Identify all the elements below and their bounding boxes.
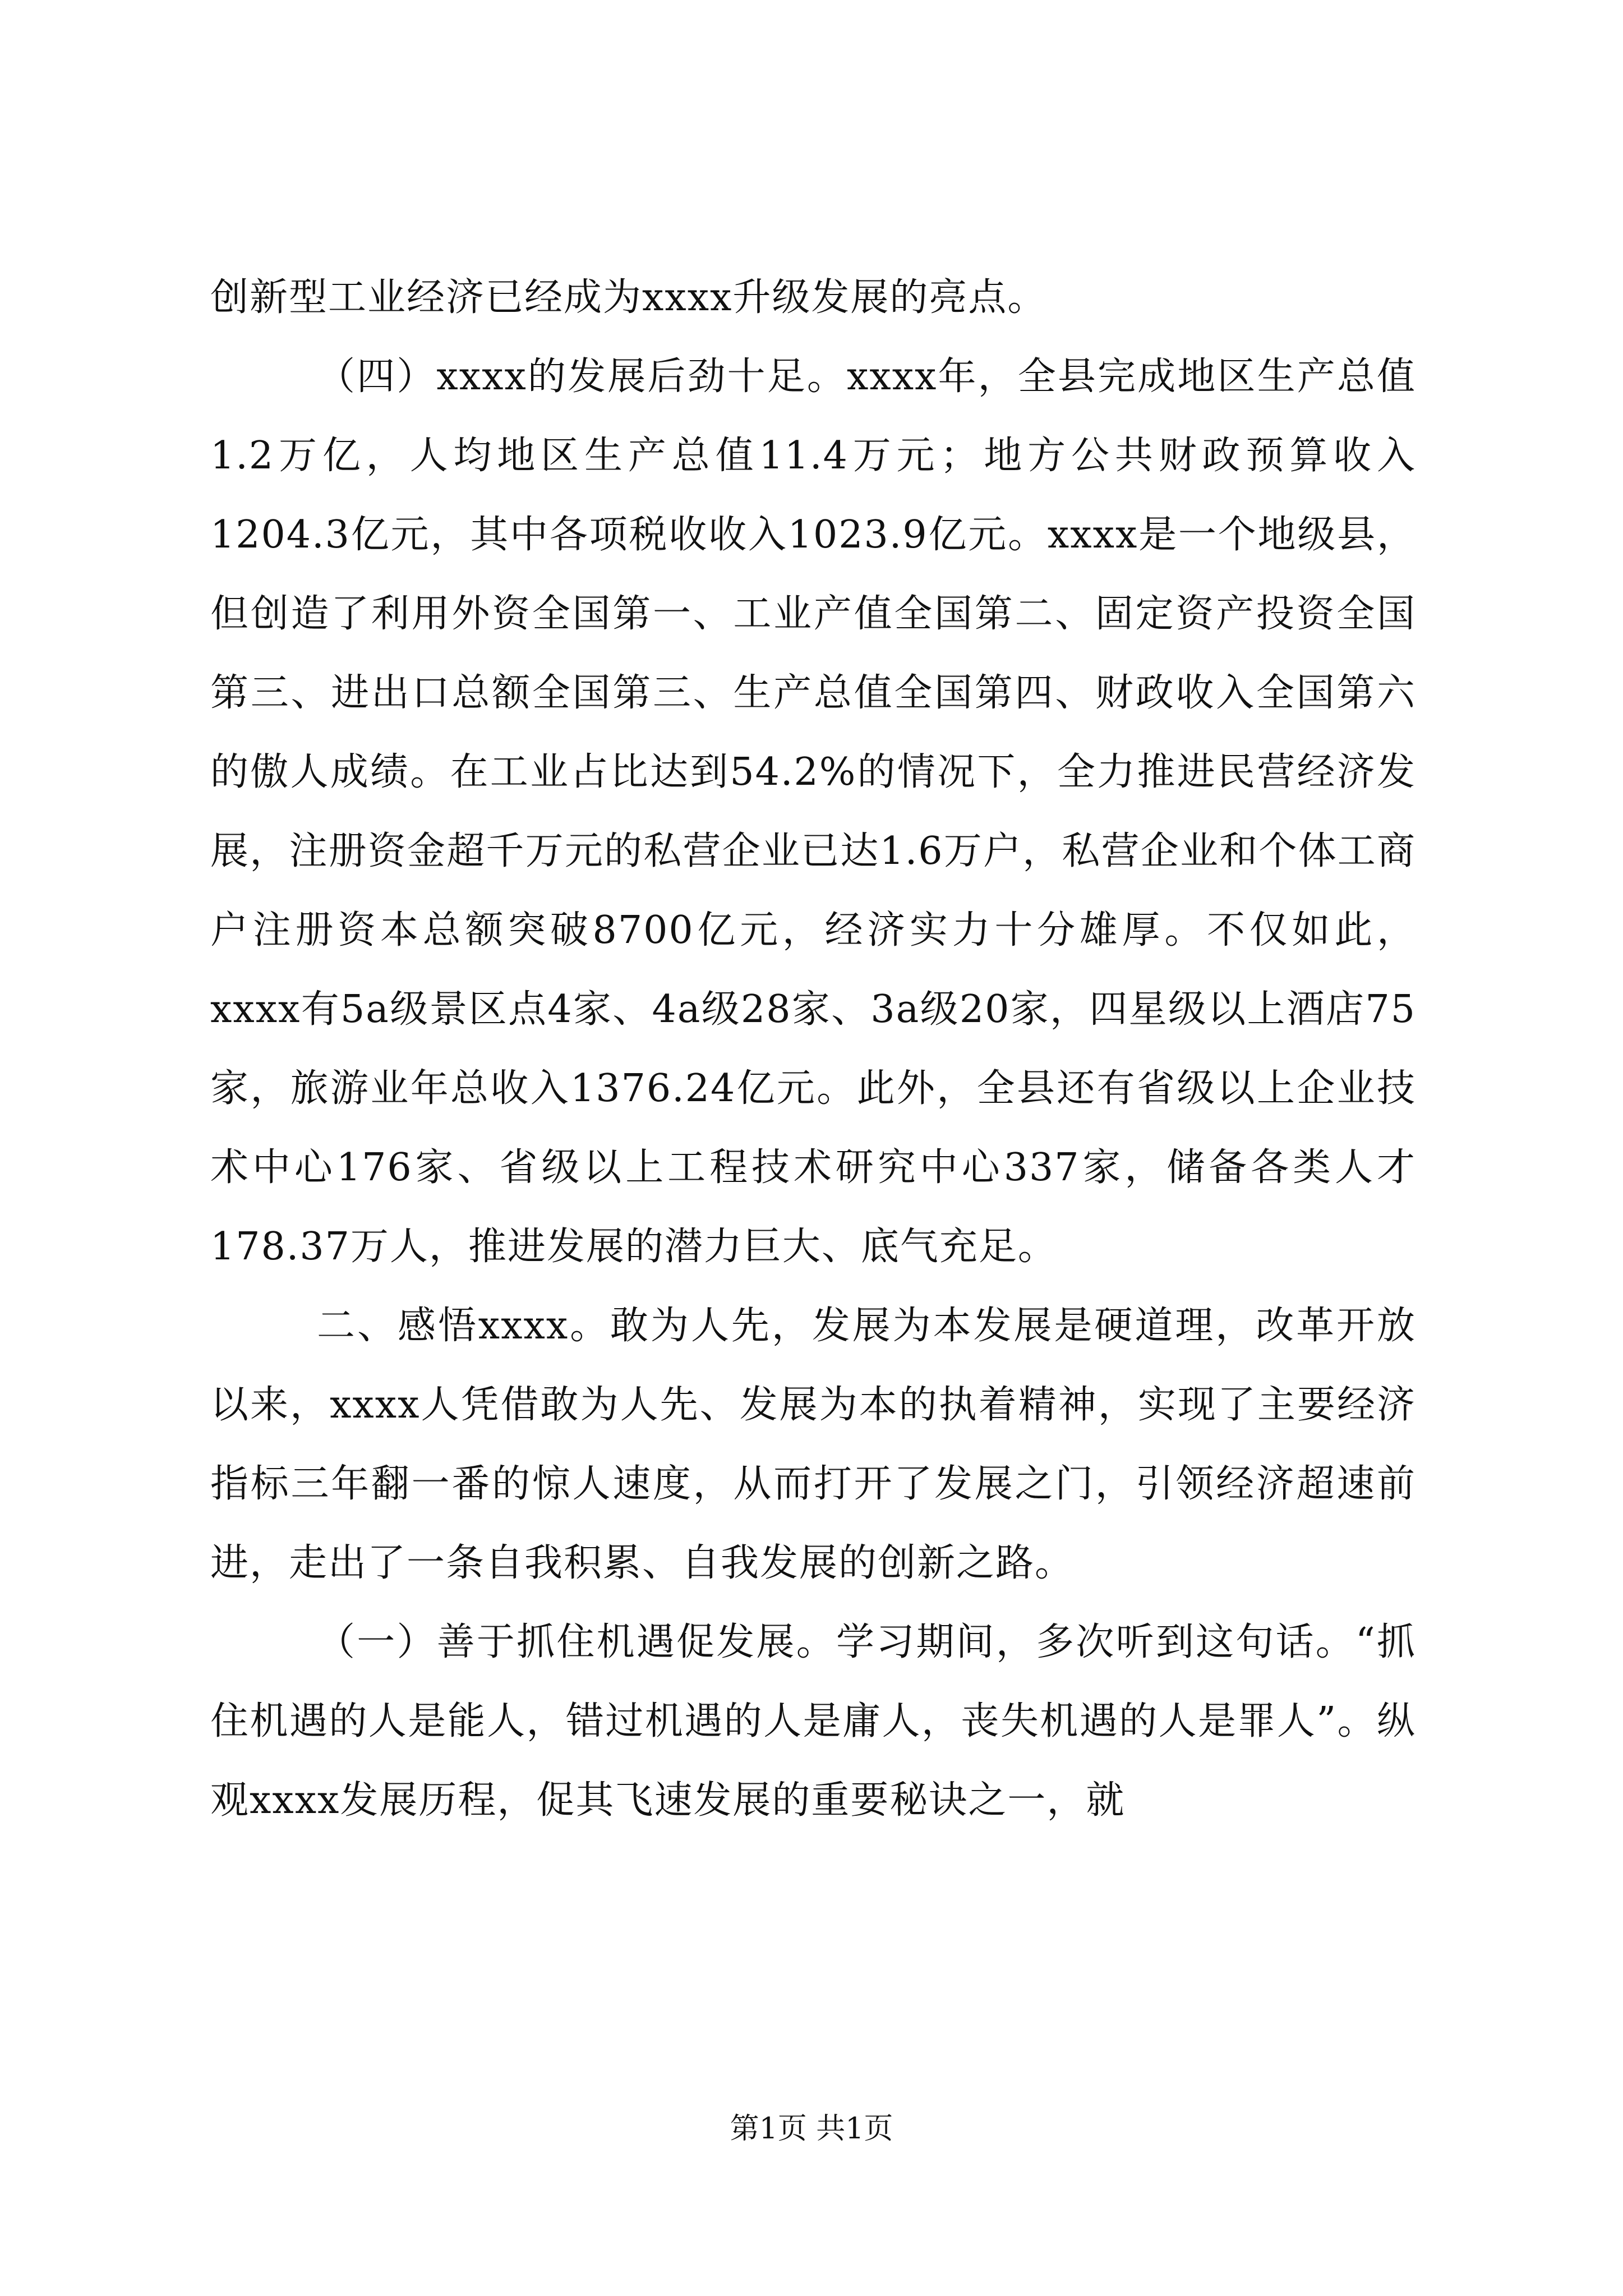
page-footer: 第1页 共1页 <box>730 2112 893 2146</box>
paragraph-continuation: 创新型工业经济已经成为xxxx升级发展的亮点。 <box>210 275 1047 320</box>
document-body <box>210 258 1416 1840</box>
paragraph-subsection-one: （一）善于抓住机遇促发展。学习期间，多次听到这句话。“抓住机遇的人是能人，错过机遇的人是庸人，丧失机遇的人是罪人”。纵观xxxx发展历程，促其飞速发展的重要秘诀之一，就 <box>210 1620 1416 1823</box>
paragraph-section-four: （四）xxxx的发展后劲十足。xxxx年，全县完成地区生产总值1.2万亿，人均地区生产总值11.4万元；地方公共财政预算收入1204.3亿元，其中各项税收收入1023.9亿元。xxxx是一个地级县，但创造了利用外资全国第一、工业产值全国第二、固定资产投资全国第三、进出口总额全国第三、生产总值全国第四、财政收入全国第六的傲人成绩。在工业占比达到54.2%的情况下，全力推进民营经济发展，注册资金超千万元的私营企业已达1.6万户，私营企业和个体工商户注册资本总额突破8700亿元，经济实力十分雄厚。不仅如此，xxxx有5a级景区点4家、4a级28家、3a级20家，四星级以上酒店75家，旅游业年总收入1376.24亿元。此外，全县还有省级以上企业技术中心176家、省级以上工程技术研究中心337家，储备各类人才178.37万人，推进发展的潜力巨大、底气充足。 <box>210 355 1416 1269</box>
paragraph-section-two: 二、感悟xxxx。敢为人先，发展为本发展是硬道理，改革开放以来，xxxx人凭借敢为人先、发展为本的执着精神，实现了主要经济指标三年翻一番的惊人速度，从而打开了发展之门，引领经济超速前进，走出了一条自我积累、自我发展的创新之路。 <box>210 1304 1416 1585</box>
